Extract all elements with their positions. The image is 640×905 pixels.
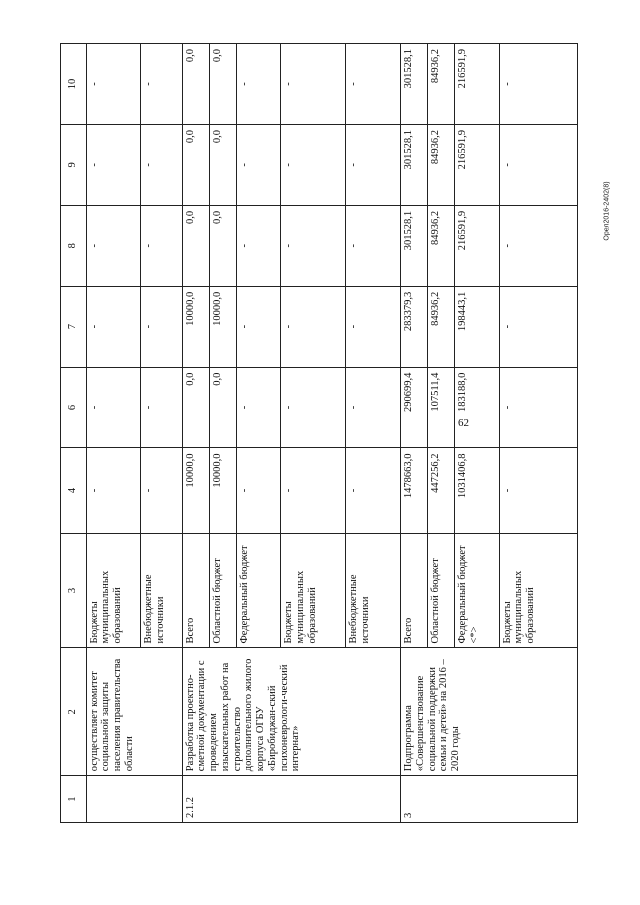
value-cell: 0,0	[182, 205, 209, 286]
value-cell: 0,0	[209, 44, 236, 125]
table-row	[86, 44, 140, 823]
col-num: 9	[61, 124, 87, 205]
value-cell: -	[345, 448, 400, 533]
value-cell: 290699,4	[401, 367, 428, 448]
value-cell: 10000,0	[209, 448, 236, 533]
value-cell: -	[281, 205, 346, 286]
rotated-table	[60, 43, 578, 823]
value-cell: 84936,2	[428, 205, 455, 286]
value-cell: 107511,4	[428, 367, 455, 448]
col-num: 7	[61, 286, 87, 367]
value-cell: 0,0	[182, 367, 209, 448]
value-cell: -	[140, 124, 182, 205]
value-cell: -	[86, 448, 140, 533]
rotated-table-area	[60, 43, 578, 823]
measure-name: осуществляет комитет социальной защиты населения правительства области	[86, 648, 182, 776]
budget-table	[60, 43, 578, 823]
value-cell: 301528,1	[401, 205, 428, 286]
value-cell: -	[236, 286, 281, 367]
value-cell: -	[345, 367, 400, 448]
value-cell: 0,0	[182, 124, 209, 205]
value-cell: 183188,0	[455, 367, 500, 448]
col-num: 8	[61, 205, 87, 286]
funding-source: Всего	[401, 533, 428, 648]
row-number: 3	[401, 776, 578, 823]
value-cell: -	[281, 124, 346, 205]
value-cell: 10000,0	[182, 448, 209, 533]
value-cell: 0,0	[209, 367, 236, 448]
value-cell: 198443,1	[455, 286, 500, 367]
value-cell: 0,0	[209, 124, 236, 205]
col-num: 4	[61, 448, 87, 533]
funding-source: Бюджеты муниципальных образований	[86, 533, 140, 648]
col-num: 6	[61, 367, 87, 448]
value-cell: -	[236, 44, 281, 125]
value-cell: 216591,9	[455, 44, 500, 125]
table-row	[401, 44, 428, 823]
value-cell: -	[499, 286, 577, 367]
side-code-text: Орел2016-2402(8)	[603, 181, 611, 241]
value-cell: 447256,2	[428, 448, 455, 533]
value-cell: 84936,2	[428, 44, 455, 125]
value-cell: -	[281, 44, 346, 125]
value-cell: -	[86, 44, 140, 125]
col-num: 3	[61, 533, 87, 648]
funding-source: Федеральный бюджет <*>	[455, 533, 500, 648]
value-cell: -	[86, 124, 140, 205]
row-number: 2.1.2	[182, 776, 401, 823]
col-num: 2	[61, 648, 87, 776]
col-num: 10	[61, 44, 87, 125]
side-code	[600, 96, 614, 326]
value-cell: -	[140, 367, 182, 448]
funding-source: Бюджеты муниципальных образований	[499, 533, 577, 648]
value-cell: -	[345, 205, 400, 286]
value-cell: -	[345, 124, 400, 205]
value-cell: -	[140, 205, 182, 286]
row-number	[86, 776, 182, 823]
value-cell: -	[499, 44, 577, 125]
col-num: 1	[61, 776, 87, 823]
page-number: 62	[458, 417, 469, 429]
funding-source: Областной бюджет	[428, 533, 455, 648]
value-cell: -	[281, 367, 346, 448]
value-cell: 84936,2	[428, 124, 455, 205]
value-cell: 1478663,0	[401, 448, 428, 533]
funding-source: Областной бюджет	[209, 533, 236, 648]
funding-source: Федеральный бюджет	[236, 533, 281, 648]
value-cell: -	[86, 367, 140, 448]
funding-source: Внебюджетные источники	[345, 533, 400, 648]
value-cell: -	[140, 44, 182, 125]
value-cell: -	[236, 124, 281, 205]
value-cell: -	[499, 124, 577, 205]
value-cell: 301528,1	[401, 124, 428, 205]
value-cell: -	[499, 367, 577, 448]
value-cell: 1031406,8	[455, 448, 500, 533]
value-cell: -	[499, 205, 577, 286]
column-number-row	[61, 44, 87, 823]
value-cell: -	[140, 286, 182, 367]
funding-source: Бюджеты муниципальных образований	[281, 533, 346, 648]
value-cell: 10000,0	[209, 286, 236, 367]
value-cell: -	[499, 448, 577, 533]
value-cell: -	[281, 286, 346, 367]
value-cell: 216591,9	[455, 205, 500, 286]
value-cell: 283379,3	[401, 286, 428, 367]
value-cell: -	[281, 448, 346, 533]
funding-source: Внебюджетные источники	[140, 533, 182, 648]
value-cell: 216591,9	[455, 124, 500, 205]
value-cell: -	[86, 286, 140, 367]
value-cell: -	[236, 367, 281, 448]
value-cell: -	[345, 286, 400, 367]
funding-source: Всего	[182, 533, 209, 648]
value-cell: -	[236, 205, 281, 286]
value-cell: 10000,0	[182, 286, 209, 367]
value-cell: 0,0	[182, 44, 209, 125]
value-cell: -	[140, 448, 182, 533]
measure-name: Разработка проектно-сметной документации с проведением изыскательных работ на строительство дополнительного жилого корпуса ОГБУ «Биробиджан-ский психоневрологи-ческий интернат»	[182, 648, 401, 776]
value-cell: 301528,1	[401, 44, 428, 125]
value-cell: -	[86, 205, 140, 286]
value-cell: -	[345, 44, 400, 125]
value-cell: -	[236, 448, 281, 533]
measure-name: Подпрограмма «Совершенствование социальной поддержки семьи и детей» на 2016 – 2020 годы	[401, 648, 578, 776]
value-cell: 0,0	[209, 205, 236, 286]
table-row	[182, 44, 209, 823]
value-cell: 84936,2	[428, 286, 455, 367]
